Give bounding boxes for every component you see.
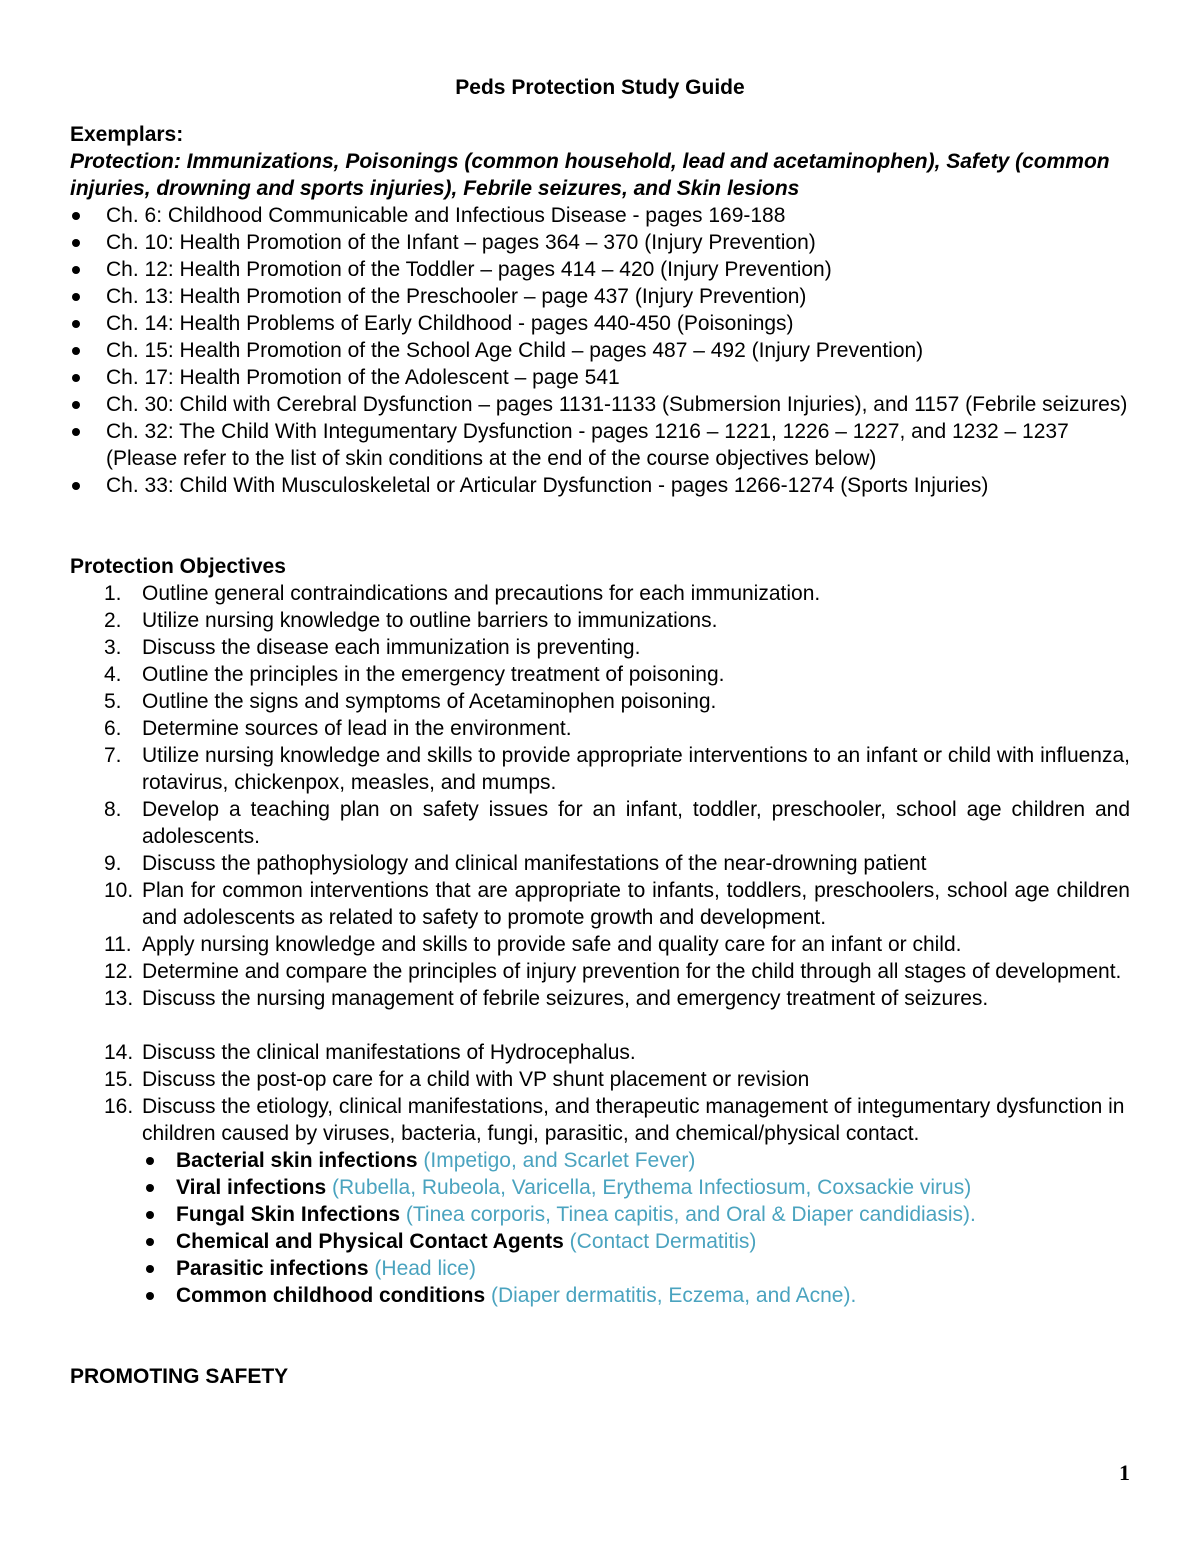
objective-number: 16. [104, 1095, 134, 1118]
chapter-item: Ch. 30: Child with Cerebral Dysfunction – pages 1131-1133 (Submersion Injuries), and 1157 (Febrile seizures) [70, 391, 1130, 418]
objective-text: Apply nursing knowledge and skills to provide safe and quality care for an infant or child. [142, 933, 962, 956]
objective-item [70, 1066, 1130, 1093]
objective-text: Utilize nursing knowledge to outline barriers to immunizations. [142, 609, 718, 632]
objective-item [70, 580, 1130, 607]
objective-number: 1. [104, 582, 122, 605]
objective-text: Discuss the post-op care for a child with VP shunt placement or revision [142, 1068, 810, 1091]
objectives-heading: Protection Objectives [70, 555, 286, 578]
objective-number: 10. [104, 879, 134, 902]
condition-detail: (Rubella, Rubeola, Varicella, Erythema Infectiosum, Coxsackie virus) [326, 1176, 972, 1199]
objective-item [70, 688, 1130, 715]
condition-name: Bacterial skin infections [176, 1149, 418, 1172]
objective-number: 11. [104, 933, 132, 956]
skin-conditions-list [70, 1147, 1130, 1309]
objective-item [70, 634, 1130, 661]
objective-text: Outline the principles in the emergency treatment of poisoning. [142, 663, 725, 686]
objective-number: 6. [104, 717, 122, 740]
objective-item [70, 796, 1130, 850]
promoting-safety-heading: PROMOTING SAFETY [70, 1365, 289, 1388]
objective-text: Outline the signs and symptoms of Acetaminophen poisoning. [142, 690, 717, 713]
objective-item [70, 742, 1130, 796]
objective-text: Discuss the etiology, clinical manifestations, and therapeutic management of integumentary dysfunction in children caused by viruses, bacteria, fungi, parasitic, and chemical/physical contact. [142, 1095, 1125, 1145]
chapter-list [70, 202, 1130, 499]
objective-text: Plan for common interventions that are appropriate to infants, toddlers, preschoolers, school age children and adolescents as related to safety to promote growth and development. [142, 879, 1130, 929]
objective-item [70, 985, 1130, 1012]
objective-item [70, 715, 1130, 742]
objective-text: Discuss the pathophysiology and clinical manifestations of the near-drowning patient [142, 852, 927, 875]
chapter-item: Ch. 15: Health Promotion of the School Age Child – pages 487 – 492 (Injury Prevention) [70, 337, 1130, 364]
objective-number: 4. [104, 663, 122, 686]
objective-item [70, 607, 1130, 634]
objective-number: 9. [104, 852, 122, 875]
objective-item [70, 877, 1130, 931]
objective-item [70, 661, 1130, 688]
condition-detail: (Diaper dermatitis, Eczema, and Acne). [485, 1284, 857, 1307]
chapter-item: Ch. 6: Childhood Communicable and Infectious Disease - pages 169-188 [70, 202, 1130, 229]
objective-text: Develop a teaching plan on safety issues for an infant, toddler, preschooler, school age children and adolescents. [142, 798, 1130, 848]
line-spacer [70, 1012, 1130, 1039]
condition-name: Viral infections [176, 1176, 327, 1199]
condition-item [70, 1255, 1130, 1282]
objective-number: 14. [104, 1041, 134, 1064]
section-spacer [70, 499, 1130, 553]
objective-number: 13. [104, 987, 134, 1010]
page-number: 1 [1119, 1460, 1130, 1485]
condition-name: Chemical and Physical Contact Agents [176, 1230, 564, 1253]
condition-detail: (Head lice) [368, 1257, 476, 1280]
objective-text: Determine sources of lead in the environment. [142, 717, 572, 740]
document-title: Peds Protection Study Guide [455, 76, 745, 99]
chapter-item: Ch. 14: Health Problems of Early Childhood - pages 440-450 (Poisonings) [70, 310, 1130, 337]
objective-text: Discuss the disease each immunization is preventing. [142, 636, 641, 659]
condition-item [70, 1174, 1130, 1201]
objective-number: 7. [104, 744, 122, 767]
objective-number: 5. [104, 690, 122, 713]
chapter-item: Ch. 13: Health Promotion of the Preschooler – page 437 (Injury Prevention) [70, 283, 1130, 310]
objective-text: Outline general contraindications and precautions for each immunization. [142, 582, 821, 605]
condition-name: Parasitic infections [176, 1257, 369, 1280]
objective-number: 15. [104, 1068, 134, 1091]
chapter-item: Ch. 10: Health Promotion of the Infant – pages 364 – 370 (Injury Prevention) [70, 229, 1130, 256]
objectives-list [70, 580, 1130, 1012]
section-spacer [70, 1309, 1130, 1363]
condition-item [70, 1282, 1130, 1309]
document-body [70, 121, 1130, 1390]
condition-detail: (Impetigo, and Scarlet Fever) [417, 1149, 696, 1172]
objective-text: Discuss the nursing management of febrile seizures, and emergency treatment of seizures. [142, 987, 989, 1010]
condition-detail: (Contact Dermatitis) [563, 1230, 757, 1253]
condition-item [70, 1201, 1130, 1228]
objective-text: Discuss the clinical manifestations of Hydrocephalus. [142, 1041, 636, 1064]
objective-item [70, 850, 1130, 877]
objective-item [70, 1093, 1130, 1147]
objective-item [70, 1039, 1130, 1066]
chapter-item: Ch. 33: Child With Musculoskeletal or Articular Dysfunction - pages 1266-1274 (Sports Injuries) [70, 472, 1130, 499]
objective-text: Determine and compare the principles of injury prevention for the child through all stages of development. [142, 960, 1122, 983]
objective-item [70, 931, 1130, 958]
condition-detail: (Tinea corporis, Tinea capitis, and Oral & Diaper candidiasis). [400, 1203, 976, 1226]
chapter-item: Ch. 17: Health Promotion of the Adolescent – page 541 [70, 364, 1130, 391]
objectives-list-continued [70, 1039, 1130, 1147]
chapter-item: Ch. 12: Health Promotion of the Toddler – pages 414 – 420 (Injury Prevention) [70, 256, 1130, 283]
objective-text: Utilize nursing knowledge and skills to provide appropriate interventions to an infant or child with influenza, rotavirus, chickenpox, measles, and mumps. [142, 744, 1130, 794]
objective-item [70, 958, 1130, 985]
condition-name: Fungal Skin Infections [176, 1203, 401, 1226]
condition-item [70, 1228, 1130, 1255]
objective-number: 12. [104, 960, 134, 983]
objective-number: 2. [104, 609, 122, 632]
condition-name: Common childhood conditions [176, 1284, 486, 1307]
exemplars-label: Exemplars: [70, 123, 184, 146]
chapter-item: Ch. 32: The Child With Integumentary Dysfunction - pages 1216 – 1221, 1226 – 1227, and 1232 – 1237 (Please refer to the list of skin conditions at the end of the course objectives below) [70, 418, 1130, 472]
objective-number: 3. [104, 636, 122, 659]
exemplars-intro: Protection: Immunizations, Poisonings (common household, lead and acetaminophen), Safety (common injuries, drowning and sports injuries), Febrile seizures, and Skin lesions [70, 150, 1110, 200]
objective-number: 8. [104, 798, 122, 821]
condition-item [70, 1147, 1130, 1174]
